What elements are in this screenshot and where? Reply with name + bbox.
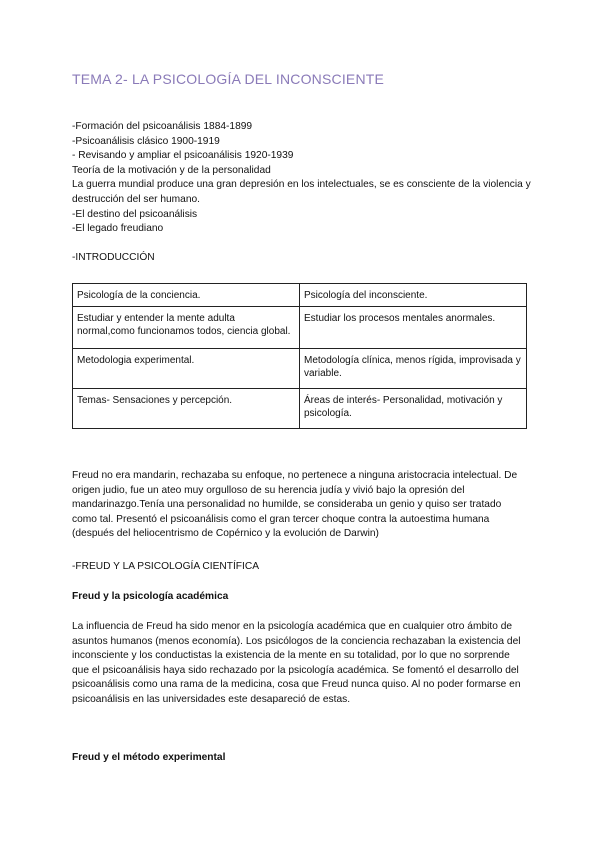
table-cell: Estudiar y entender la mente adulta normal,como funcionamos todos, ciencia global. bbox=[73, 307, 300, 349]
page-title: TEMA 2- LA PSICOLOGÍA DEL INCONSCIENTE bbox=[72, 71, 385, 87]
paragraph-freud: Freud no era mandarin, rechazaba su enfoque, no pertenece a ninguna aristocracia intelectual. De origen judio, fue un ateo muy orgulloso de su herencia judía y vivió bajo la opresión del mandarinazgo.Tenía una personalidad no humilde, se consideraba un genio y quiso ser tratado como tal. Presentó el psicoanálisis como el gran tercer choque contra la autoestima humana (después del heliocentrismo de Copérnico y la evolución de Darwin) bbox=[72, 470, 518, 540]
outline-line: -Formación del psicoanálisis 1884-1899 bbox=[72, 121, 253, 132]
comparison-table bbox=[72, 283, 527, 429]
table-cell: Psicología de la conciencia. bbox=[73, 284, 300, 307]
outline-line: -El legado freudiano bbox=[72, 223, 164, 235]
table-cell: Metodología clínica, menos rígida, improvisada y variable. bbox=[300, 349, 527, 389]
outline-line: La guerra mundial produce una gran depresión en los intelectuales, se es consciente de la violencia y destrucción del ser humano. bbox=[72, 179, 531, 205]
table-cell: Metodologia experimental. bbox=[73, 349, 300, 389]
table-row bbox=[73, 389, 527, 429]
table-cell: Psicología del inconsciente. bbox=[300, 284, 527, 307]
table-cell: Áreas de interés- Personalidad, motivación y psicología. bbox=[300, 389, 527, 429]
outline-list bbox=[72, 120, 532, 237]
subheading-academic: Freud y la psicología académica bbox=[72, 591, 229, 602]
outline-line: Teoría de la motivación y de la personalidad bbox=[72, 164, 271, 176]
table-cell: Temas- Sensaciones y percepción. bbox=[73, 389, 300, 429]
outline-line: - Revisando y ampliar el psicoanálisis 1920-1939 bbox=[72, 150, 294, 162]
outline-line: -El destino del psicoanálisis bbox=[72, 208, 198, 220]
paragraph-academic: La influencia de Freud ha sido menor en la psicología académica que en cualquier otro ámbito de asuntos humanos (menos economía). Los psicólogos de la conciencia rechazaban la existencia del inconsciente y los conductistas la existencia de la mente en su totalidad, por lo que no sorprende que el psicoanálisis haya sido rechazado por la psicología académica. Se fomentó el desarrollo del psicoanálisis como una rama de la medicina, cosa que Freud nunca quiso. Al no poder formarse en psicoanálisis en las universidades este desapareció de estas. bbox=[72, 621, 521, 705]
subheading-experimental: Freud y el método experimental bbox=[72, 752, 226, 763]
table-row bbox=[73, 307, 527, 349]
table-cell: Estudiar los procesos mentales anormales. bbox=[300, 307, 527, 349]
table-row bbox=[73, 284, 527, 307]
table-row bbox=[73, 349, 527, 389]
outline-line: -Psicoanálisis clásico 1900-1919 bbox=[72, 135, 220, 147]
section-heading: -FREUD Y LA PSICOLOGÍA CIENTÍFICA bbox=[72, 561, 260, 572]
intro-heading: -INTRODUCCIÓN bbox=[72, 252, 155, 263]
